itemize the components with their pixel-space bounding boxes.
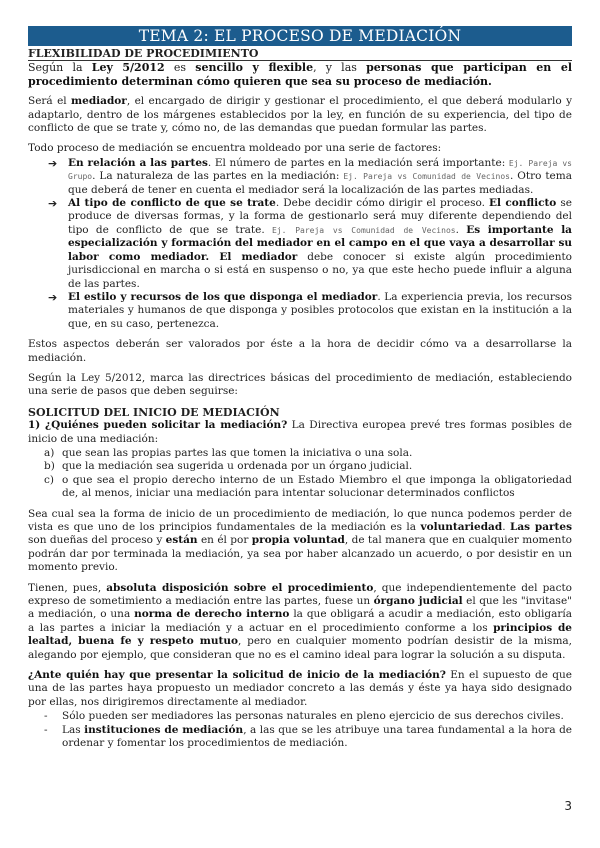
paragraph-ley: Según la Ley 5/2012 es sencillo y flexible, y las personas que participan en el procedimiento determinan cómo quieren que sea su proceso de mediación. [28,61,572,88]
document-page [28,26,572,751]
paragraph-mediador: Será el mediador, el encargado de dirigir y gestionar el procedimiento, el que deberá modularlo y adaptarlo, dentro de los márgenes establecidos por la ley, en función de su experiencia, del tipo de conflicto de que se trate y, cómo no, de las demandas que puedan formular las partes. [28,95,572,135]
list-item: ➔ Al tipo de conflicto de que se trate. Debe decidir cómo dirigir el proceso. El conflicto se produce de diversas formas, y la forma de gestionarlo será muy diferente dependiendo del tipo de conflicto de que se trate. Ej. Pareja vs Comunidad de Vecinos. Es importante la especialización y formación del mediador en el campo en el que vaya a desarrollar su labor como mediador. El mediador debe conocer si existe algún procedimiento jurisdiccional en marcha o si está en suspenso o no, ya que este hecho puede influir a alguna de las partes. [48,197,573,290]
arrow-icon: ➔ [48,156,58,170]
factors-list [28,157,572,331]
list-item: ➔ En relación a las partes. El número de partes en la mediación será importante: Ej. Pareja vs Grupo. La naturaleza de las partes en la mediación: Ej. Pareja vs Comunidad de Vecinos. Otro tema que deberá de tener en cuenta el mediador será la localización de las partes mediadas. [48,156,572,196]
mediators-list [28,710,572,750]
paragraph-aspectos: Estos aspectos deberán ser valorados por éste a la hora de decidir cómo va a desarrollarse la mediación. [28,338,572,364]
list-item: ➔ El estilo y recursos de los que disponga el mediador. La experiencia previa, los recursos materiales y humanos de que disponga y posibles protocolos que existan en la institución a la que, en su caso, pertenezca. [48,290,572,330]
arrow-icon: ➔ [48,197,58,211]
list-item: b) que la mediación sea sugerida u ordenada por un órgano judicial. [44,460,413,473]
section-heading-flexibilidad: FLEXIBILIDAD DE PROCEDIMIENTO [28,47,572,61]
list-item: a) que sean las propias partes las que tomen la iniciativa o una sola. [44,446,413,459]
paragraph-directrices: Según la Ley 5/2012, marca las directrices básicas del procedimiento de mediación, estableciendo una serie de pasos que deben seguirse: [28,371,572,398]
list-item: - Las instituciones de mediación, a las que se les atribuye una tarea fundamental a la hora de ordenar y fomentar los procedimientos de mediación. [44,723,573,750]
paragraph-factores-intro: Todo proceso de mediación se encuentra moldeado por una serie de factores: [28,142,442,155]
arrow-icon: ➔ [48,290,58,304]
paragraph-disposicion: Tienen, pues, absoluta disposición sobre el procedimiento, que independientemente del pacto expreso de sometimiento a mediación entre las partes, fuese un órgano judicial el que les "invitase" a mediación, o una norma de derecho interno la que obligará a acudir a mediación, esto obligaría a las partes a iniciar la mediación y a actuar en el procedimiento conforme a los principios de lealtad, buena fe y respeto mutuo, pero en cualquier momento podrían desistir de la misma, alegando por ejemplo, que consideran que no es el camino ideal para lograr la solución a su disputa. [28,581,573,661]
section-heading-solicitud: SOLICITUD DEL INICIO DE MEDIACIÓN [28,405,280,419]
paragraph-ante-quien: ¿Ante quién hay que presentar la solicitud de inicio de la mediación? En el supuesto de que una de las partes haya propuesto un mediador concreto a las demás y éste ya haya sido designado por ellas, nos dirigiremos directamente al mediador. [28,669,572,708]
paragraph-quienes: 1) ¿Quiénes pueden solicitar la mediación? La Directiva europea prevé tres formas posibles de inicio de una mediación: [28,419,572,445]
paragraph-voluntariedad: Sea cual sea la forma de inicio de un procedimiento de mediación, lo que nunca podemos perder de vista es que uno de los principios fundamentales de la mediación es la voluntariedad. Las partes son dueñas del proceso y están en él por propia voluntad, de tal manera que en cualquier momento podrán dar por terminada la mediación, ya sea por haber alcanzado un acuerdo, o por desistir en un momento previo. [28,507,572,574]
page-title: TEMA 2: EL PROCESO DE MEDIACIÓN [28,26,572,46]
list-item: c) o que sea el propio derecho interno de un Estado Miembro el que imponga la obligatoriedad de, al menos, iniciar una mediación para intentar solucionar determinados conflictos [44,473,572,500]
page-number: 3 [564,799,572,813]
forms-list [28,447,572,501]
list-item: - Sólo pueden ser mediadores las personas naturales en pleno ejercicio de sus derechos civiles. [44,710,564,723]
